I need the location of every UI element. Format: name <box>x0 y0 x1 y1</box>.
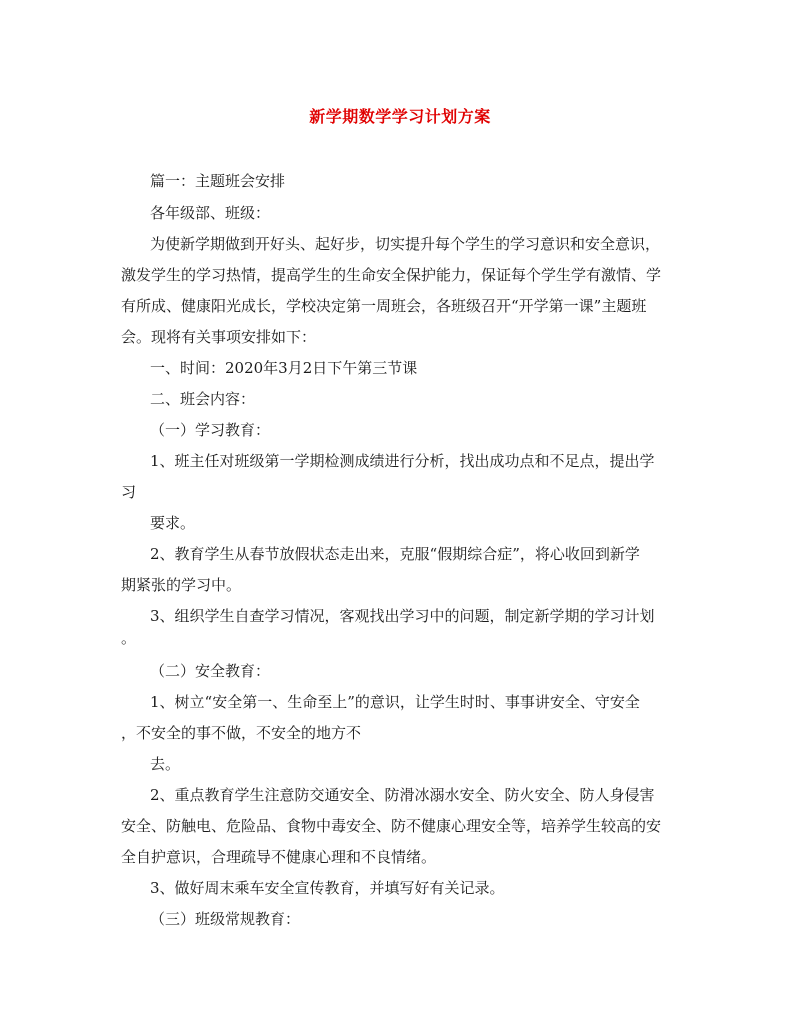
paragraph-line: 期紧张的学习中。 <box>121 576 242 594</box>
paragraph-line: 2、教育学生从春节放假状态走出来，克服“假期综合症”，将心收回到新学 <box>150 545 640 563</box>
paragraph-line: 安全、防触电、危险品、食物中毒安全、防不健康心理安全等，培养学生较高的安 <box>121 817 662 835</box>
paragraph-line: 有所成、健康阳光成长，学校决定第一周班会，各班级召开“开学第一课”主题班 <box>121 297 647 315</box>
subsection-heading: （二）安全教育： <box>150 662 271 680</box>
paragraph-line: 一、时间：2020年3月2日下午第三节课 <box>150 359 418 377</box>
paragraph-line: 2、重点教育学生注意防交通安全、防滑冰溺水安全、防火安全、防人身侵害 <box>150 786 655 804</box>
paragraph-line: ，不安全的事不做，不安全的地方不 <box>121 724 362 742</box>
subsection-heading: （三）班级常规教育： <box>150 910 301 928</box>
paragraph-line: 会。现将有关事项安排如下： <box>121 328 317 346</box>
subsection-heading: （一）学习教育： <box>150 421 271 439</box>
paragraph-line: 1、班主任对班级第一学期检测成绩进行分析，找出成功点和不足点，提出学 <box>150 452 655 470</box>
document-title: 新学期数学学习计划方案 <box>309 107 491 126</box>
section-heading: 篇一：主题班会安排 <box>150 172 286 190</box>
paragraph-line: 要求。 <box>150 514 196 532</box>
paragraph-line: 去。 <box>150 755 181 773</box>
paragraph-line: 激发学生的学习热情，提高学生的生命安全保护能力，保证每个学生学有激情、学 <box>121 266 662 284</box>
paragraph-line: 3、组织学生自查学习情况，客观找出学习中的问题，制定新学期的学习计划 <box>150 607 655 625</box>
paragraph-line: 。 <box>121 629 137 647</box>
salutation: 各年级部、班级： <box>150 204 271 222</box>
paragraph-line: 3、做好周末乘车安全宣传教育，并填写好有关记录。 <box>150 879 505 897</box>
paragraph-line: 全自护意识，合理疏导不健康心理和不良情绪。 <box>121 848 437 866</box>
paragraph-line: 二、班会内容： <box>150 390 256 408</box>
paragraph-line: 1、树立“安全第一、生命至上”的意识，让学生时时、事事讲安全、守安全 <box>150 693 640 711</box>
paragraph-line: 为使新学期做到开好头、起好步，切实提升每个学生的学习意识和安全意识， <box>150 235 661 253</box>
paragraph-line: 习 <box>121 483 137 501</box>
